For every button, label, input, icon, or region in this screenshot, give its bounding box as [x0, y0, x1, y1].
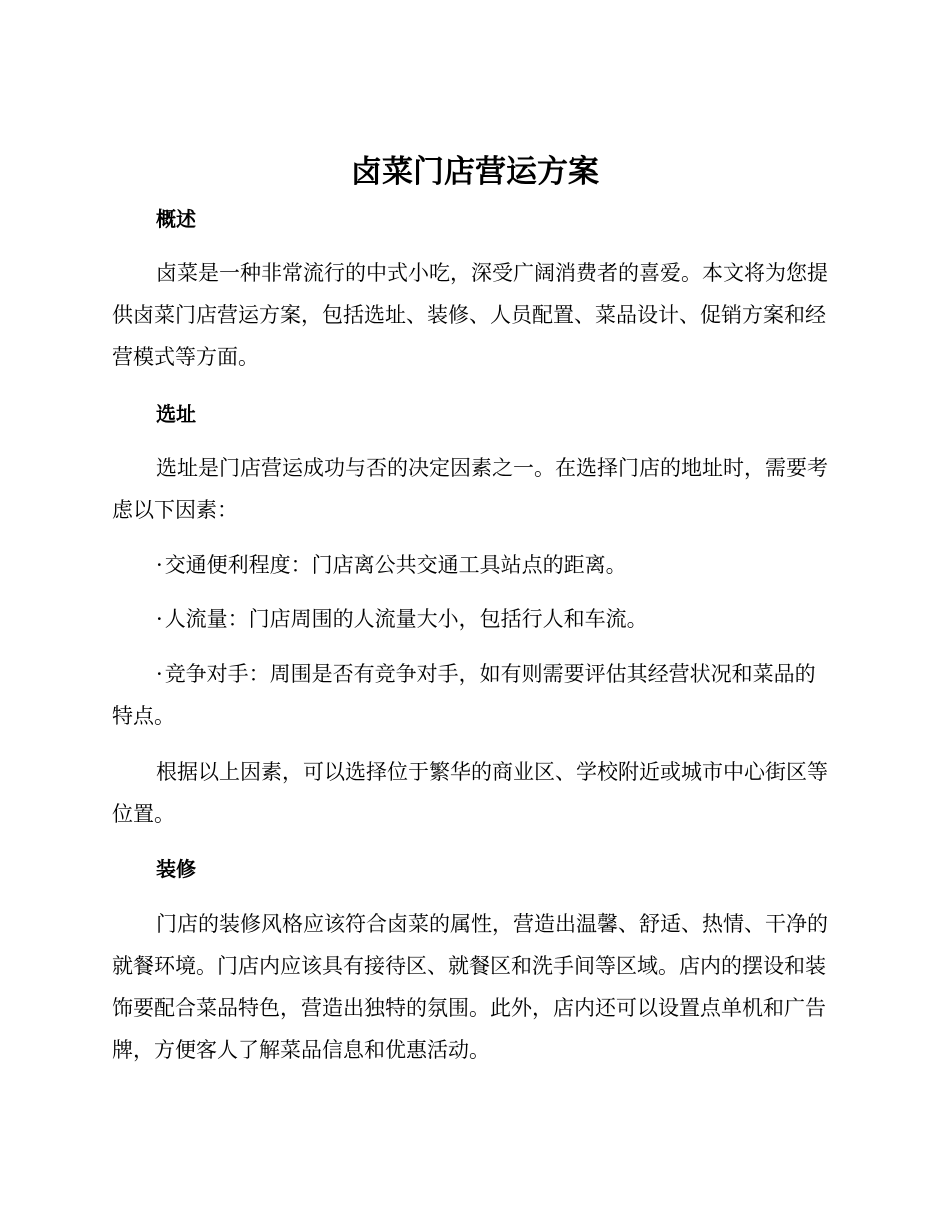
bullet-dot: · — [156, 662, 163, 686]
bullet-text: 人流量：门店周围的人流量大小，包括行人和车流。 — [164, 607, 648, 631]
document-title: 卤菜门店营运方案 — [351, 154, 599, 190]
section-heading-decoration: 装修 — [156, 857, 196, 881]
bullet-item — [112, 653, 834, 737]
bullet-text: 竞争对手：周围是否有竞争对手，如有则需要评估其经营状况和菜品的特点。 — [112, 662, 816, 728]
bullet-text: 交通便利程度：门店离公共交通工具站点的距离。 — [164, 553, 627, 577]
paragraph-overview: 卤菜是一种非常流行的中式小吃，深受广阔消费者的喜爱。本文将为您提供卤菜门店营运方案，包括选址、装修、人员配置、菜品设计、促销方案和经营模式等方面。 — [112, 261, 828, 369]
bullet-item — [112, 544, 834, 586]
bullet-dot: · — [156, 607, 163, 631]
paragraph-decoration: 门店的装修风格应该符合卤菜的属性，营造出温馨、舒适、热情、干净的就餐环境。门店内应该具有接待区、就餐区和洗手间等区域。店内的摆设和装饰要配合菜品特色，营造出独特的氛围。此外，店内还可以设置点单机和广告牌，方便客人了解菜品信息和优惠活动。 — [112, 912, 828, 1062]
paragraph-location-closing: 根据以上因素，可以选择位于繁华的商业区、学校附近或城市中心街区等位置。 — [112, 760, 828, 826]
section-heading-overview: 概述 — [156, 207, 196, 231]
section-heading-location: 选址 — [156, 402, 196, 426]
bullet-item — [112, 598, 834, 640]
bullet-dot: · — [156, 553, 163, 577]
paragraph-location-intro: 选址是门店营运成功与否的决定因素之一。在选择门店的地址时，需要考虑以下因素： — [112, 456, 828, 522]
